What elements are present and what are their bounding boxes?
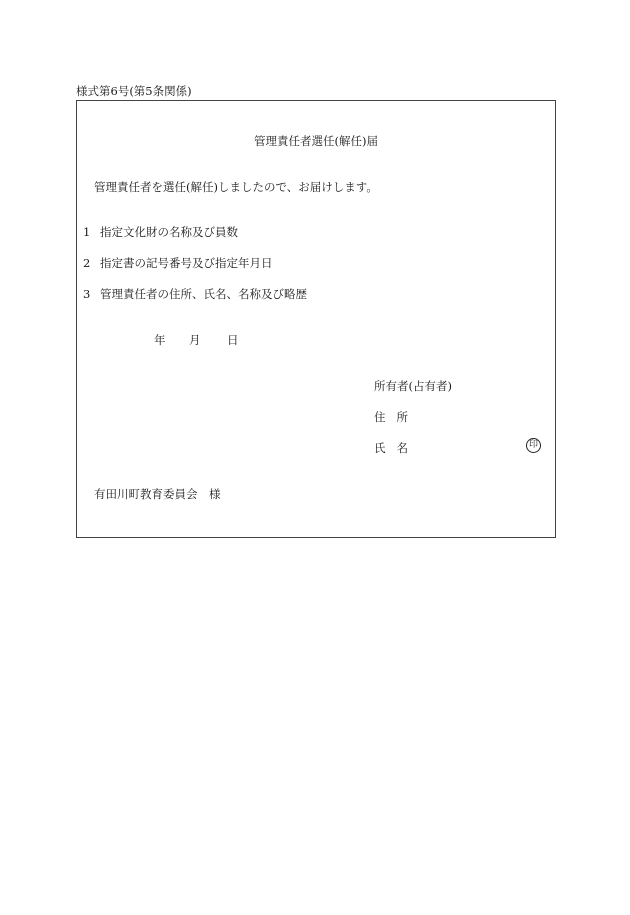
item-number: 2 (83, 256, 91, 270)
list-item (83, 256, 273, 270)
date-day-label: 日 (227, 333, 239, 347)
seal-icon: 印 (526, 438, 541, 453)
item-text: 指定書の記号番号及び指定年月日 (100, 256, 273, 270)
addressee: 有田川町教育委員会 様 (94, 487, 221, 501)
form-number-label: 様式第6号(第5条関係) (76, 84, 192, 98)
name-label (374, 441, 408, 455)
address-label-char: 所 (396, 410, 408, 424)
name-label-char: 氏 (374, 441, 386, 455)
address-label-char: 住 (374, 410, 386, 424)
list-item (83, 287, 307, 301)
list-item (83, 225, 238, 239)
item-text: 管理責任者の住所、氏名、名称及び略歴 (100, 287, 307, 301)
date-month-label: 月 (189, 333, 201, 347)
date-year-label: 年 (154, 333, 166, 347)
form-title: 管理責任者選任(解任)届 (254, 134, 378, 148)
intro-sentence: 管理責任者を選任(解任)しましたので、お届けします。 (94, 180, 378, 194)
item-number: 1 (83, 225, 91, 239)
item-number: 3 (83, 287, 91, 301)
address-label (374, 410, 408, 424)
item-text: 指定文化財の名称及び員数 (100, 225, 238, 239)
form-frame (76, 100, 556, 538)
name-label-char: 名 (396, 441, 408, 455)
owner-title: 所有者(占有者) (374, 379, 452, 393)
